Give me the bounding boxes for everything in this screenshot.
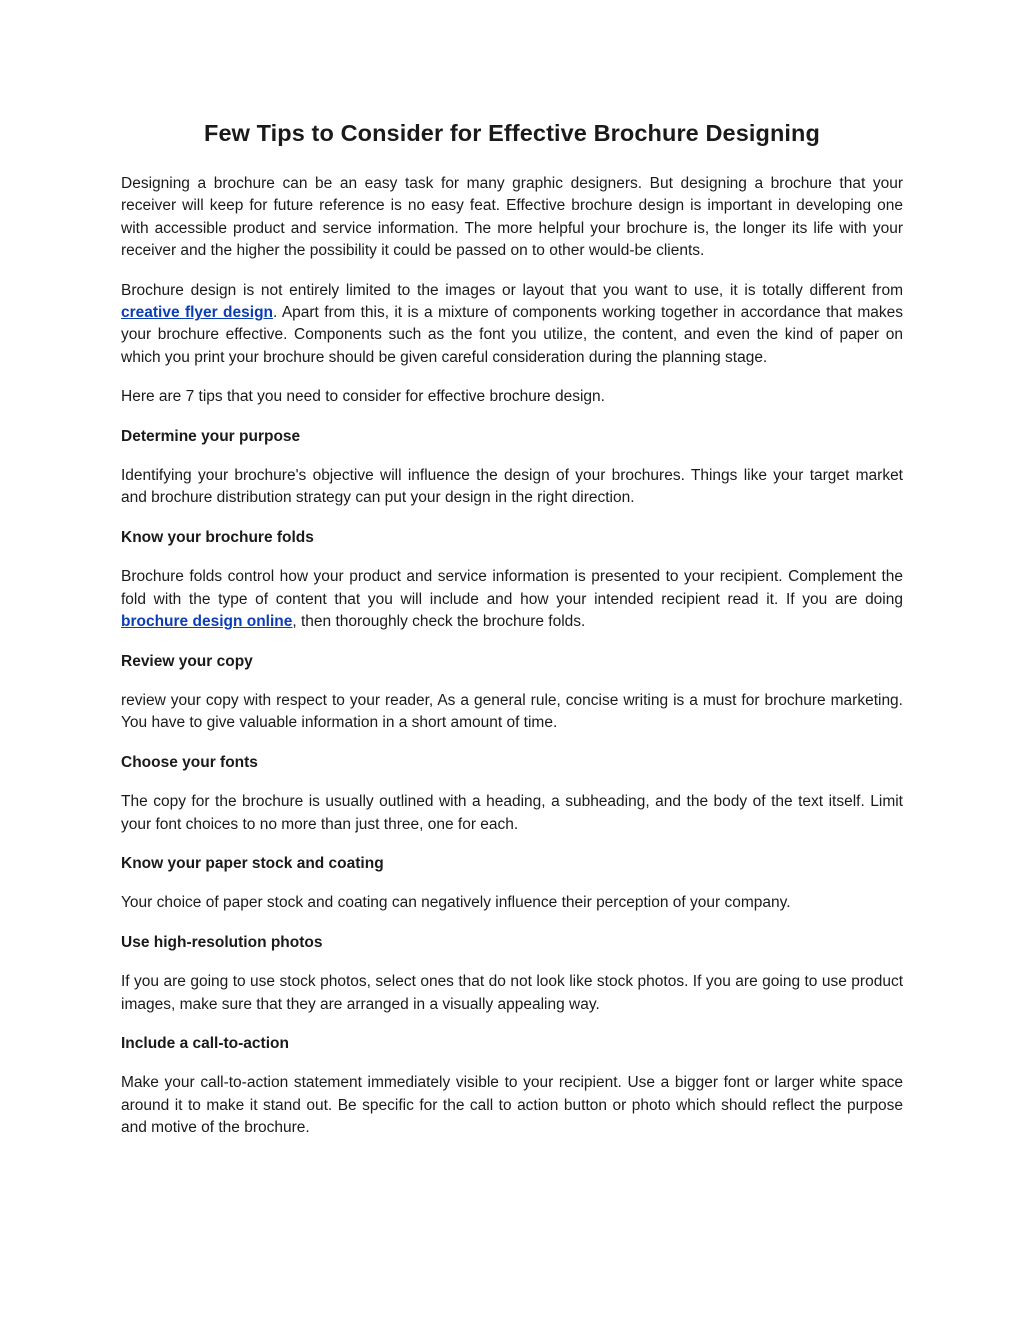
intro-paragraph-2-after: . Apart from this, it is a mixture of components working together in accordance that makes your brochure effective. Components such as the font you utilize, the content, and even the kind of paper on which you print your brochure should be given careful consideration during the planning stage. — [121, 304, 903, 366]
section-text-folds-after: , then thoroughly check the brochure folds. — [292, 613, 586, 631]
section-text-photos: If you are going to use stock photos, select ones that do not look like stock photos. If you are going to use product images, make sure that they are arranged in a visually appealing way. — [121, 973, 903, 1013]
section-text-purpose: Identifying your brochure's objective will influence the design of your brochures. Things like your target market and brochure distribution strategy can put your design in the right direction. — [121, 467, 903, 507]
section-heading-paper: Know your paper stock and coating — [121, 854, 384, 872]
section-heading-photos: Use high-resolution photos — [121, 933, 323, 951]
section-heading-purpose: Determine your purpose — [121, 427, 301, 445]
section-text-folds — [121, 566, 903, 633]
section-text-cta: Make your call-to-action statement immediately visible to your recipient. Use a bigger font or larger white space around it to make it stand out. Be specific for the call to action button or photo which should reflect the purpose and motive of the brochure. — [121, 1074, 903, 1137]
brochure-design-online-link[interactable]: brochure design online — [121, 613, 293, 631]
page-title: Few Tips to Consider for Effective Brochure Designing — [204, 120, 820, 146]
intro-paragraph-2 — [121, 280, 903, 370]
intro-paragraph-1: Designing a brochure can be an easy task for many graphic designers. But designing a brochure that your receiver will keep for future reference is no easy feat. Effective brochure design is important in developing one with accessible product and service information. The more helpful your brochure is, the longer its life with your receiver and the higher the possibility it could be passed on to other would-be clients. — [121, 175, 903, 260]
section-text-paper: Your choice of paper stock and coating can negatively influence their perception of your company. — [121, 894, 791, 912]
section-text-folds-before: Brochure folds control how your product and service information is presented to your recipient. Complement the fold with the type of content that you will include and how your intended recipient read it. If you are doing — [121, 568, 903, 608]
section-text-fonts: The copy for the brochure is usually outlined with a heading, a subheading, and the body of the text itself. Limit your font choices to no more than just three, one for each. — [121, 793, 903, 833]
section-heading-folds: Know your brochure folds — [121, 528, 314, 546]
section-heading-fonts: Choose your fonts — [121, 753, 258, 771]
section-text-copy: review your copy with respect to your reader, As a general rule, concise writing is a must for brochure marketing. You have to give valuable information in a short amount of time. — [121, 691, 903, 732]
section-heading-copy: Review your copy — [121, 652, 253, 670]
intro-paragraph-2-before: Brochure design is not entirely limited to the images or layout that you want to use, it is totally different from — [121, 281, 903, 299]
creative-flyer-design-link[interactable]: creative flyer design — [121, 304, 274, 322]
intro-paragraph-3: Here are 7 tips that you need to consider for effective brochure design. — [121, 388, 605, 406]
section-heading-cta: Include a call-to-action — [121, 1034, 289, 1052]
